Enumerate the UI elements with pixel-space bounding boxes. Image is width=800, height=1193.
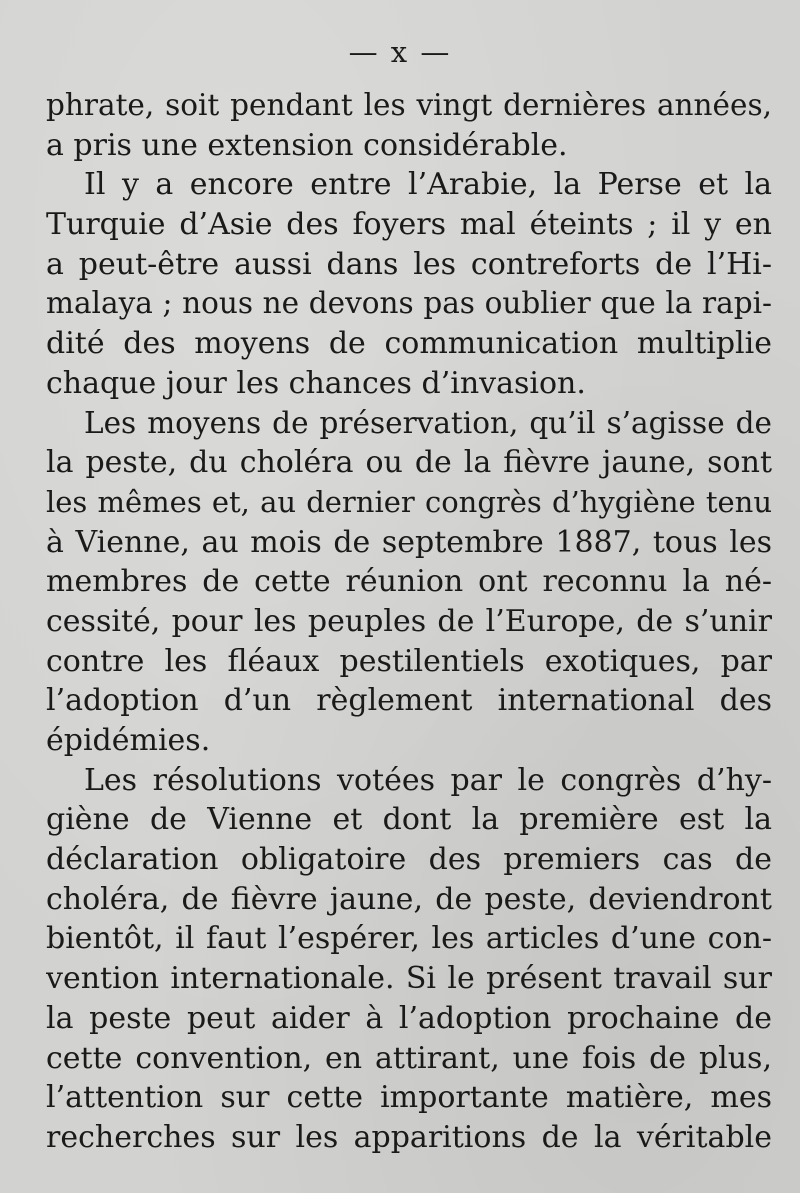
text-line: a peut-être aussi dans les contreforts de l’Hi- <box>46 246 772 282</box>
text-line: la peste, du choléra ou de la fièvre jaune, sont <box>46 445 772 481</box>
text-line: l’adoption d’un règlement international des <box>46 683 772 719</box>
text-line: déclaration obligatoire des premiers cas de <box>46 842 772 878</box>
text-line: chaque jour les chances d’invasion. <box>46 365 586 401</box>
text-line: la peste peut aider à l’adoption prochaine de <box>46 1000 772 1036</box>
text-line: l’attention sur cette importante matière, mes <box>46 1080 772 1116</box>
body-text <box>46 86 772 1158</box>
text-line: les mêmes et, au dernier congrès d’hygiène tenu <box>46 484 772 519</box>
text-line: Les moyens de préservation, qu’il s’agisse de <box>84 405 772 440</box>
text-line: Les résolutions votées par le congrès d’hy- <box>84 762 772 798</box>
text-line: cessité, pour les peuples de l’Europe, de s’unir <box>46 603 772 639</box>
text-line: choléra, de fièvre jaune, de peste, deviendront <box>46 881 772 917</box>
text-line: Il y a encore entre l’Arabie, la Perse et la <box>84 167 772 203</box>
text-line: à Vienne, au mois de septembre 1887, tous les <box>46 524 772 560</box>
text-line: bientôt, il faut l’espérer, les articles d’une con- <box>46 921 772 957</box>
text-line: recherches sur les apparitions de la véritable <box>46 1119 772 1155</box>
text-line: membres de cette réunion ont reconnu la né- <box>46 564 772 600</box>
text-line: contre les fléaux pestilentiels exotiques, par <box>46 643 772 679</box>
text-line: cette convention, en attirant, une fois de plus, <box>46 1040 772 1076</box>
text-line: Turquie d’Asie des foyers mal éteints ; il y en <box>46 207 772 243</box>
text-line: phrate, soit pendant les vingt dernières années, <box>46 88 772 122</box>
text-line: a pris une extension considérable. <box>46 127 568 163</box>
text-line: malaya ; nous ne devons pas oublier que la rapi- <box>46 286 772 321</box>
page-number: — x — <box>348 35 452 69</box>
text-line: épidémies. <box>46 723 211 758</box>
text-line: giène de Vienne et dont la première est la <box>46 802 772 838</box>
text-line: vention internationale. Si le présent travail sur <box>46 961 772 997</box>
text-line: dité des moyens de communication multiplie <box>46 326 772 362</box>
